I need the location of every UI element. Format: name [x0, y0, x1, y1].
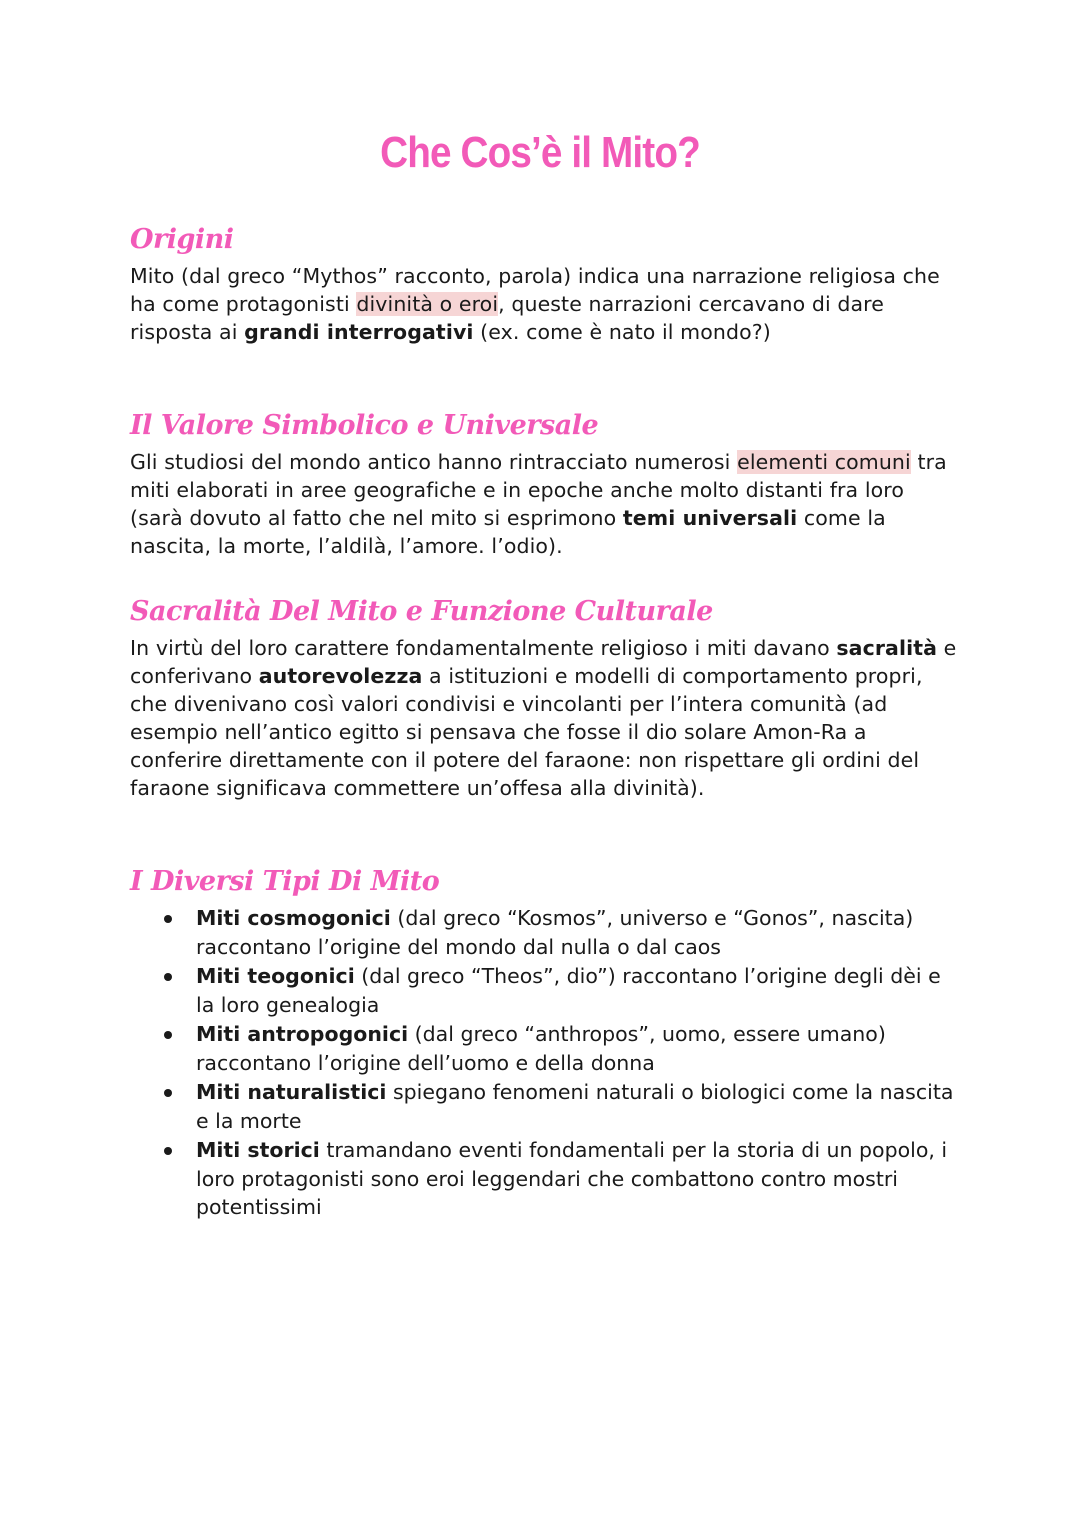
text-span: , queste narrazioni cercavano di dare risposta ai — [130, 292, 884, 344]
section-sacralita — [130, 594, 960, 802]
bold-text: Miti naturalistici — [196, 1080, 387, 1104]
list-item — [130, 1136, 960, 1222]
bullet-icon — [164, 1147, 172, 1155]
section-heading: Sacralità Del Mito e Funzione Culturale — [130, 596, 713, 627]
bold-text: autorevolezza — [258, 664, 423, 688]
text-span: In virtù del loro carattere fondamentalmente religioso i miti davano — [130, 636, 837, 660]
list-item — [130, 904, 960, 961]
list-item — [130, 962, 960, 1019]
text-span: come la nascita, la morte, l’aldilà, l’amore. l’odio). — [130, 506, 886, 558]
text-span: a istituzioni e modelli di comportamento propri, che divenivano così valori condivisi e vincolanti per l’intera comunità (ad esempio nell’antico egitto si pensava che fosse il dio solare Amon-Ra a conferire direttamente con il potere del faraone: non rispettare gli ordini del faraone significava commettere un’offesa alla divinità). — [130, 664, 923, 800]
section-origini — [130, 222, 960, 346]
bullet-icon — [164, 1089, 172, 1097]
bold-text: grandi interrogativi — [244, 320, 474, 344]
text-span: spiegano fenomeni naturali o biologici come la nascita e la morte — [196, 1080, 954, 1133]
bold-text: temi universali — [622, 506, 798, 530]
list-item — [130, 1078, 960, 1135]
section-paragraph — [130, 634, 960, 802]
bold-text: Miti teogonici — [196, 964, 355, 988]
text-span: tra miti elaborati in aree geografiche e in epoche anche molto distanti fra loro (sarà dovuto al fatto che nel mito si esprimono — [130, 450, 947, 530]
bullet-icon — [164, 1031, 172, 1039]
bold-text: Miti storici — [196, 1138, 320, 1162]
section-heading: Il Valore Simbolico e Universale — [130, 410, 599, 441]
bullet-icon — [164, 915, 172, 923]
bold-text: sacralità — [836, 636, 938, 660]
section-paragraph — [130, 262, 960, 346]
section-heading: Origini — [130, 224, 234, 255]
bold-text: Miti antropogonici — [196, 1022, 409, 1046]
list-item — [130, 1020, 960, 1077]
page-title: Che Cos’è il Mito? — [380, 128, 700, 177]
text-span: e conferivano — [130, 636, 957, 688]
highlighted-text: elementi comuni — [737, 450, 911, 474]
bold-text: Miti cosmogonici — [196, 906, 391, 930]
text-span: tramandano eventi fondamentali per la storia di un popolo, i loro protagonisti sono eroi leggendari che combattono contro mostri potentissimi — [196, 1138, 948, 1219]
text-span: (ex. come è nato il mondo?) — [473, 320, 771, 344]
myth-types-list — [130, 904, 960, 1222]
bullet-icon — [164, 973, 172, 981]
text-span: (dal greco “Theos”, dio”) raccontano l’origine degli dèi e la loro genealogia — [196, 964, 941, 1017]
section-paragraph — [130, 448, 960, 560]
section-heading: I Diversi Tipi Di Mito — [130, 866, 440, 897]
highlighted-text: divinità o eroi — [356, 292, 499, 316]
text-span: Mito (dal greco “Mythos” racconto, parola) indica una narrazione religiosa che ha come protagonisti — [130, 264, 940, 316]
text-span: Gli studiosi del mondo antico hanno rintracciato numerosi — [130, 450, 738, 474]
section-tipi — [130, 864, 960, 1223]
text-span: (dal greco “Kosmos”, universo e “Gonos”, nascita) raccontano l’origine del mondo dal nulla o dal caos — [196, 906, 914, 959]
text-span: (dal greco “anthropos”, uomo, essere umano) raccontano l’origine dell’uomo e della donna — [196, 1022, 886, 1075]
section-valore — [130, 408, 960, 560]
